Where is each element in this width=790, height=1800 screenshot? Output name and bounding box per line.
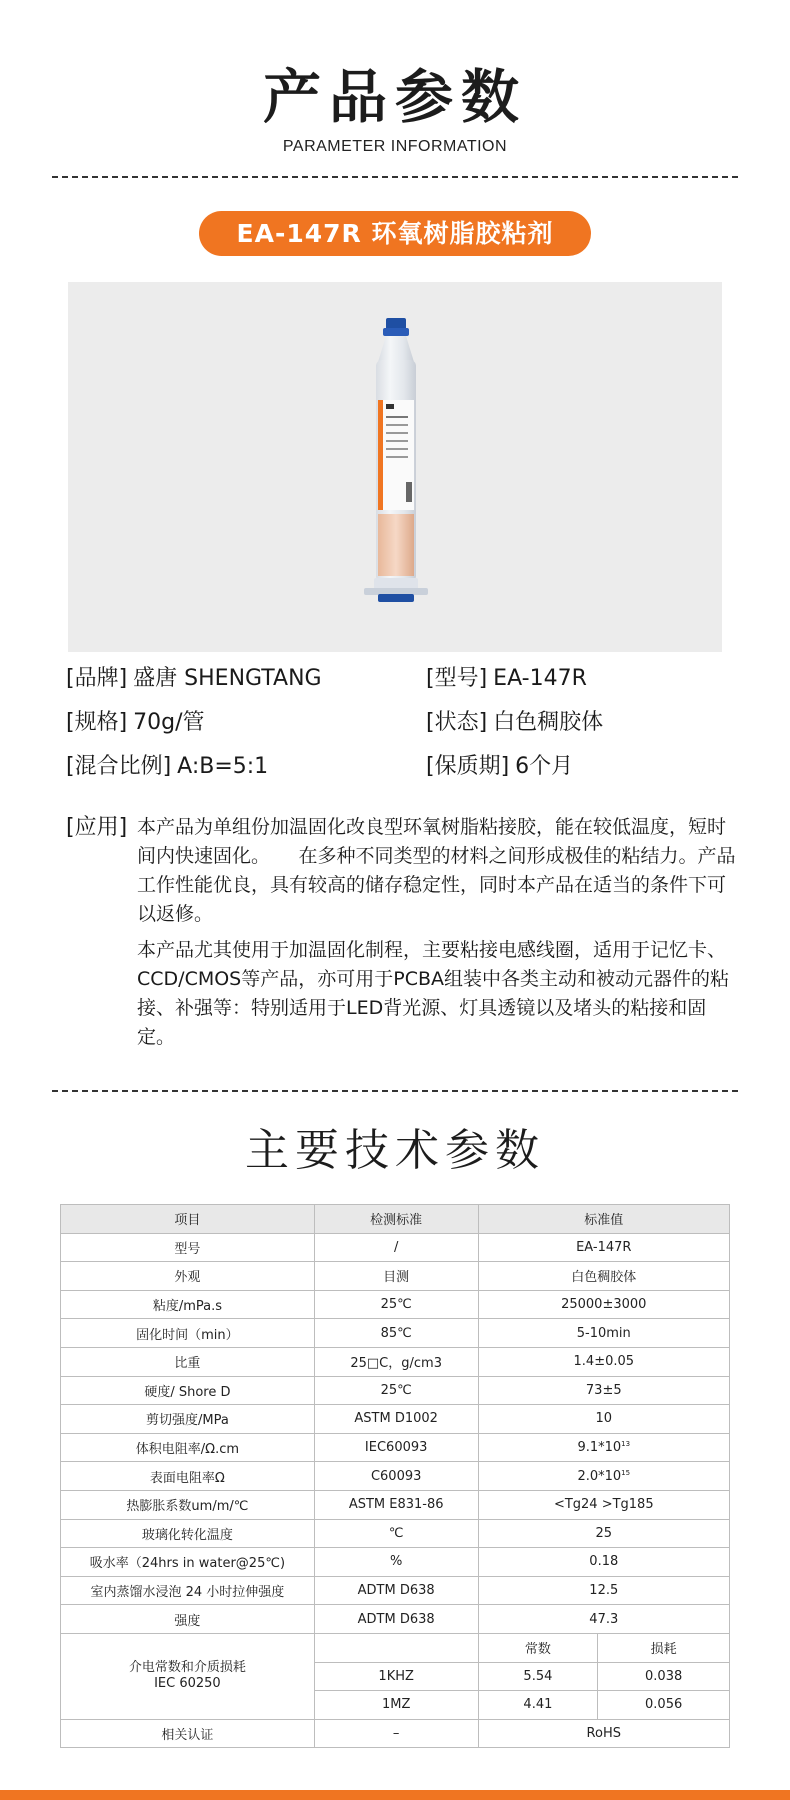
cell-item: 硬度/ Shore D (61, 1376, 315, 1405)
cell-item: 体积电阻率/Ω.cm (61, 1433, 315, 1462)
cell-value: 5-10min (478, 1319, 729, 1348)
cell-constant: 5.54 (478, 1662, 598, 1691)
header-standard: 检测标准 (314, 1205, 478, 1234)
cell-item: 吸水率（24hrs in water@25℃) (61, 1548, 315, 1577)
product-photo (68, 282, 722, 652)
spec-state: [状态] 白色稠胶体 (426, 710, 604, 735)
application-paragraph-1: 本产品为单组份加温固化改良型环氧树脂粘接胶，能在较低温度，短时间内快速固化。 在多种不同类型的材料之间形成极佳的粘结力。产品工作性能优良，具有较高的储存稳定性，同时本产品在适当的条件下可以返修。 (137, 816, 736, 925)
tech-params-table (60, 1204, 730, 1748)
cell-item: 型号 (61, 1233, 315, 1262)
cell-standard: / (314, 1233, 478, 1262)
cell-sub-header-constant: 常数 (478, 1633, 598, 1662)
spec-shelf-life: [保质期] 6个月 (426, 754, 574, 779)
cell-standard: ASTM D1002 (314, 1405, 478, 1434)
cell-value: 73±5 (478, 1376, 729, 1405)
cell-standard: ADTM D638 (314, 1576, 478, 1605)
product-name-badge: EA-147R 环氧树脂胶粘剂 (199, 211, 591, 256)
cell-standard: ADTM D638 (314, 1605, 478, 1634)
cell-item: 强度 (61, 1605, 315, 1634)
cell-value: 10 (478, 1405, 729, 1434)
cell-standard: – (314, 1719, 478, 1748)
cell-item: 粘度/mPa.s (61, 1290, 315, 1319)
application-paragraph-2: 本产品尤其使用于加温固化制程，主要粘接电感线圈，适用于记忆卡、CCD/CMOS等产品，亦可用于PCBA组装中各类主动和被动元器件的粘接、补强等：特别适用于LED背光源、灯具透镜以及堵头的粘接和固定。 (137, 939, 729, 1048)
cell-item: 热膨胀系数um/m/℃ (61, 1490, 315, 1519)
cell-value: 47.3 (478, 1605, 729, 1634)
cell-standard-empty (314, 1633, 478, 1662)
cell-value: 0.18 (478, 1548, 729, 1577)
divider-middle (52, 1090, 738, 1092)
cell-item: 固化时间（min） (61, 1319, 315, 1348)
cell-value: $2.0*10^{15}$ (478, 1462, 729, 1491)
cell-standard: C60093 (314, 1462, 478, 1491)
spec-model: [型号] EA-147R (426, 666, 587, 691)
table-row (61, 1519, 730, 1548)
table-row (61, 1719, 730, 1748)
cell-frequency: 1MZ (314, 1691, 478, 1720)
header-value: 标准值 (478, 1205, 729, 1234)
cell-standard: ℃ (314, 1519, 478, 1548)
syringe-illustration (68, 282, 722, 652)
table-row (61, 1233, 730, 1262)
cell-item: 室内蒸馏水浸泡 24 小时拉伸强度 (61, 1576, 315, 1605)
cell-loss: 0.056 (598, 1691, 730, 1720)
cell-standard: 25℃ (314, 1290, 478, 1319)
table-row (61, 1490, 730, 1519)
cell-standard: 目测 (314, 1262, 478, 1291)
cell-item: 表面电阻率Ω (61, 1462, 315, 1491)
cell-value: 12.5 (478, 1576, 729, 1605)
cell-value: 25 (478, 1519, 729, 1548)
spec-mix-ratio: [混合比例] A:B=5:1 (66, 754, 269, 779)
cell-value: EA-147R (478, 1233, 729, 1262)
cell-standard: 25℃ (314, 1376, 478, 1405)
cell-item: 剪切强度/MPa (61, 1405, 315, 1434)
cell-standard: IEC60093 (314, 1433, 478, 1462)
cell-item-dielectric: 介电常数和介质损耗 IEC 60250 (61, 1633, 315, 1719)
table-row (61, 1433, 730, 1462)
table-row-dielectric (61, 1633, 730, 1662)
header-item: 项目 (61, 1205, 315, 1234)
bottom-accent-bar (0, 1790, 790, 1800)
table-row (61, 1262, 730, 1291)
cell-standard: 85℃ (314, 1319, 478, 1348)
table-row (61, 1576, 730, 1605)
page-subtitle: PARAMETER INFORMATION (282, 138, 508, 155)
cell-item: 玻璃化转化温度 (61, 1519, 315, 1548)
cell-sub-header-loss: 损耗 (598, 1633, 730, 1662)
table-row (61, 1347, 730, 1376)
cell-value: <Tg24 >Tg185 (478, 1490, 729, 1519)
cell-value: 25000±3000 (478, 1290, 729, 1319)
page-title: 产品参数 (262, 63, 527, 131)
table-row (61, 1462, 730, 1491)
cell-standard: % (314, 1548, 478, 1577)
table-row (61, 1548, 730, 1577)
cell-value: RoHS (478, 1719, 729, 1748)
cell-standard: 25□C，g/cm3 (314, 1347, 478, 1376)
cell-value: 白色稠胶体 (478, 1262, 729, 1291)
cell-frequency: 1KHZ (314, 1662, 478, 1691)
spec-size: [规格] 70g/管 (66, 710, 205, 735)
table-row (61, 1290, 730, 1319)
cell-value: 1.4±0.05 (478, 1347, 729, 1376)
table-row (61, 1405, 730, 1434)
cell-constant: 4.41 (478, 1691, 598, 1720)
application-text (137, 813, 737, 1059)
table-row (61, 1376, 730, 1405)
cell-standard: ASTM E831-86 (314, 1490, 478, 1519)
cell-value: $9.1*10^{13}$ (478, 1433, 729, 1462)
cell-loss: 0.038 (598, 1662, 730, 1691)
table-header-row (61, 1205, 730, 1234)
application-label: [应用] (66, 815, 128, 840)
cell-item: 外观 (61, 1262, 315, 1291)
table-row (61, 1319, 730, 1348)
cell-item: 相关认证 (61, 1719, 315, 1748)
table-row (61, 1605, 730, 1634)
spec-brand: [品牌] 盛唐 SHENGTANG (66, 666, 322, 691)
tech-section-title: 主要技术参数 (245, 1125, 545, 1176)
divider-top (52, 176, 738, 178)
cell-item: 比重 (61, 1347, 315, 1376)
